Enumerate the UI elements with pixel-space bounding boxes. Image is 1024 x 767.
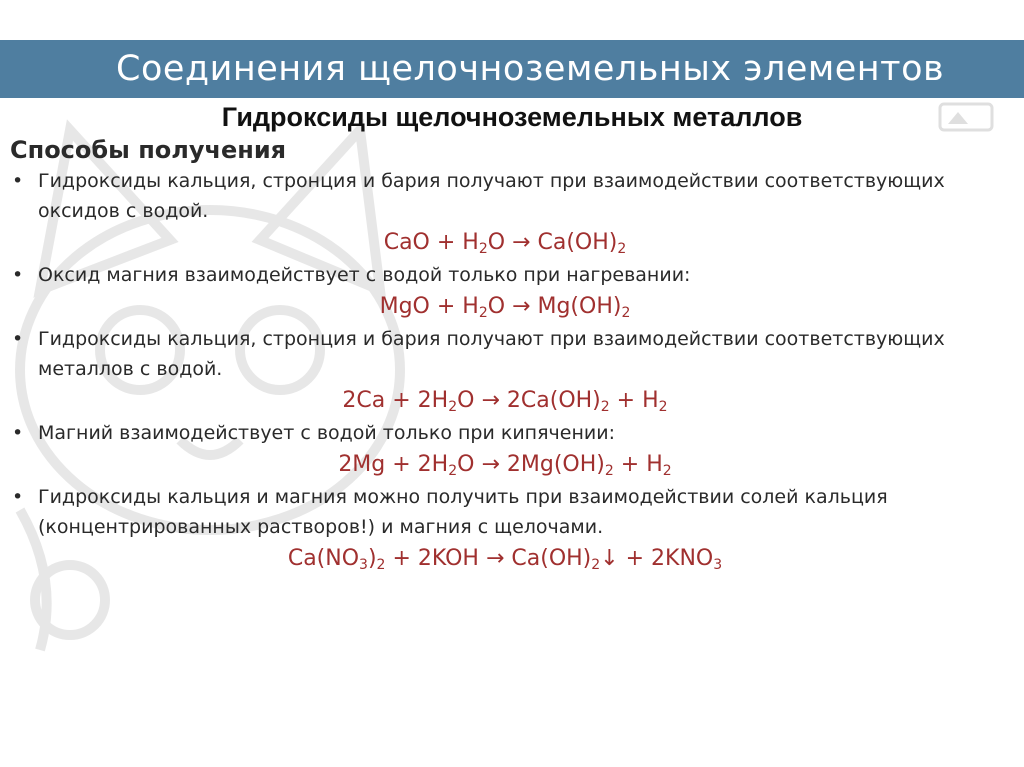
equation-subscript: 2: [662, 463, 672, 479]
equation-subscript: 2: [448, 399, 458, 415]
equation-subscript: 2: [600, 399, 610, 415]
equation-subscript: 2: [617, 241, 627, 257]
equation-subscript: 2: [478, 305, 488, 321]
equation: [10, 542, 1000, 576]
equation-text: O → 2Mg(OH): [457, 452, 605, 477]
bullet: •: [12, 264, 24, 286]
equation-subscript: 2: [658, 399, 668, 415]
item-text: Гидроксиды кальция, стронция и бария получают при взаимодействии соответствующих оксидов с водой.: [38, 170, 945, 222]
equation-text: O → Mg(OH): [487, 294, 622, 319]
equation-text: 2Ca + 2H: [342, 388, 449, 413]
equation-text: ↓ + 2KNO: [600, 546, 714, 571]
equation-text: ): [367, 546, 377, 571]
item-text: Гидроксиды кальция, стронция и бария получают при взаимодействии соответствующих металлов с водой.: [38, 328, 945, 380]
equation-text: + 2KOH → Ca(OH): [385, 546, 592, 571]
bullet: •: [12, 486, 24, 508]
list-item: [10, 418, 1000, 448]
list-item: [10, 482, 1000, 542]
list-item: [10, 260, 1000, 290]
bullet: •: [12, 328, 24, 350]
item-text: Магний взаимодействует с водой только при кипячении:: [38, 422, 615, 444]
equation-text: O → 2Ca(OH): [457, 388, 601, 413]
equation-subscript: 3: [713, 557, 723, 573]
equation-text: O → Ca(OH): [487, 230, 618, 255]
bullet: •: [12, 422, 24, 444]
list-item: [10, 324, 1000, 384]
equation-text: MgO + H: [379, 294, 479, 319]
content: [10, 134, 1000, 576]
equation: [10, 226, 1000, 260]
equation-text: + H: [613, 452, 663, 477]
subtitle: Гидроксиды щелочноземельных металлов: [221, 102, 803, 132]
equation-subscript: 2: [478, 241, 488, 257]
equation-text: + H: [609, 388, 659, 413]
item-text: Гидроксиды кальция и магния можно получить при взаимодействии солей кальция (концентрированных растворов!) и магния с щелочами.: [38, 486, 888, 538]
equation-subscript: 2: [448, 463, 458, 479]
equation: [10, 384, 1000, 418]
equation: [10, 290, 1000, 324]
list-item: [10, 166, 1000, 226]
item-text: Оксид магния взаимодействует с водой только при нагревании:: [38, 264, 691, 286]
equation-subscript: 2: [591, 557, 601, 573]
equation-subscript: 2: [376, 557, 386, 573]
equation-text: 2Mg + 2H: [338, 452, 449, 477]
equation-subscript: 3: [359, 557, 368, 573]
slide-title: Соединения щелочноземельных элементов: [116, 49, 945, 89]
equation-subscript: 2: [604, 463, 614, 479]
bullet: •: [12, 170, 24, 192]
equation: [10, 448, 1000, 482]
section-heading: Способы получения: [10, 136, 287, 164]
equation-subscript: 2: [621, 305, 631, 321]
equation-text: Ca(NO: [287, 546, 360, 571]
equation-text: CaO + H: [383, 230, 479, 255]
